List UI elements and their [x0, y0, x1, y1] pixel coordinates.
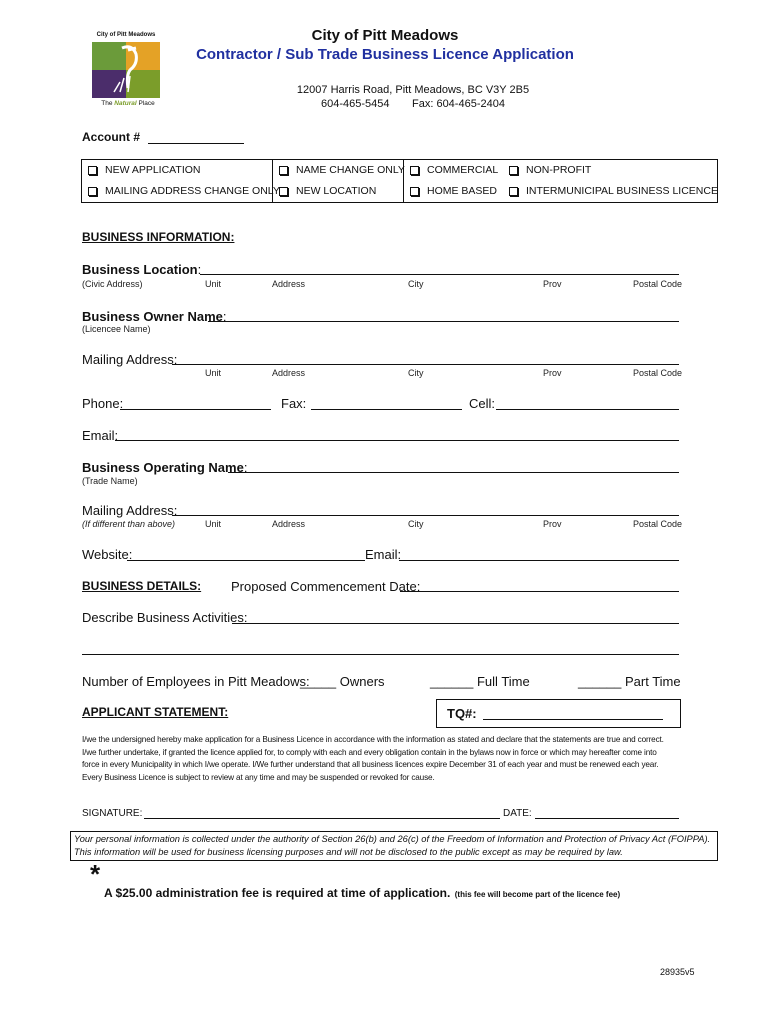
- col-prov: Prov: [543, 519, 562, 529]
- option-commercial[interactable]: COMMERCIAL: [410, 164, 498, 176]
- option-mailing-address-change-only[interactable]: MAILING ADDRESS CHANGE ONLY: [88, 185, 280, 197]
- mailing-address-label: Mailing Address:: [82, 352, 178, 367]
- email-2-label: Email:: [365, 547, 402, 562]
- fax-label: Fax:: [281, 396, 307, 411]
- civic-address-sub: (Civic Address): [82, 279, 143, 289]
- business-location-field[interactable]: [200, 274, 679, 275]
- business-activities-field[interactable]: [232, 623, 679, 624]
- business-information-heading: BUSINESS INFORMATION:: [82, 230, 235, 244]
- date-field[interactable]: [535, 818, 679, 819]
- option-new-location[interactable]: NEW LOCATION: [279, 185, 376, 197]
- col-unit: Unit: [205, 519, 222, 529]
- option-non-profit[interactable]: NON-PROFIT: [509, 164, 591, 176]
- checkbox-icon[interactable]: [279, 187, 288, 196]
- business-activities-label: Describe Business Activities:: [82, 610, 248, 625]
- cell-field[interactable]: [496, 409, 679, 410]
- email-field[interactable]: [115, 440, 679, 441]
- tq-field[interactable]: [483, 719, 663, 720]
- mailing-address-2-field[interactable]: [172, 515, 679, 516]
- business-activities-field-2[interactable]: [82, 654, 679, 655]
- page-subtitle: Contractor / Sub Trade Business Licence Application: [196, 46, 574, 63]
- option-intermunicipal-business-licence[interactable]: INTERMUNICIPAL BUSINESS LICENCE: [509, 185, 718, 197]
- page-title: City of Pitt Meadows: [311, 27, 459, 44]
- website-field[interactable]: [127, 560, 365, 561]
- col-unit: Unit: [205, 279, 222, 289]
- part-time-field[interactable]: ______ Part Time: [578, 674, 681, 689]
- checkbox-icon[interactable]: [410, 187, 419, 196]
- col-city: City: [408, 368, 424, 378]
- business-location-label: Business Location:: [82, 262, 202, 277]
- owners-field[interactable]: _____ Owners: [300, 674, 385, 689]
- commencement-date-field[interactable]: [400, 591, 679, 592]
- account-label: Account #: [82, 130, 141, 144]
- city-logo: [86, 32, 166, 114]
- option-new-application[interactable]: NEW APPLICATION: [88, 164, 201, 176]
- account-field[interactable]: [148, 143, 244, 144]
- date-label: DATE:: [503, 808, 532, 819]
- col-address: Address: [272, 368, 306, 378]
- business-owner-field[interactable]: [208, 321, 679, 322]
- website-label: Website:: [82, 547, 133, 562]
- signature-field[interactable]: [144, 818, 500, 819]
- business-owner-label: Business Owner Name:: [82, 309, 227, 324]
- col-city: City: [408, 519, 424, 529]
- col-address: Address: [272, 279, 306, 289]
- tq-box[interactable]: [436, 699, 681, 728]
- mailing-address-2-label: Mailing Address:: [82, 503, 178, 518]
- operating-name-field[interactable]: [228, 472, 679, 473]
- logo-tagline: The Natural Place: [101, 100, 155, 107]
- logo-caption: City of Pitt Meadows: [96, 32, 156, 38]
- checkbox-icon[interactable]: [509, 187, 518, 196]
- col-postal-code: Postal Code: [633, 368, 683, 378]
- trade-name-sub: (Trade Name): [82, 476, 138, 486]
- cell-label: Cell:: [469, 396, 496, 411]
- checkbox-icon[interactable]: [509, 166, 518, 175]
- checkbox-icon[interactable]: [88, 166, 97, 175]
- form-code: 28935v5: [660, 967, 695, 977]
- fax-field[interactable]: [311, 409, 462, 410]
- col-postal-code: Postal Code: [633, 279, 683, 289]
- applicant-statement-heading: APPLICANT STATEMENT:: [82, 705, 229, 719]
- email-label: Email:: [82, 428, 119, 443]
- commencement-date-label: Proposed Commencement Date:: [231, 579, 421, 594]
- col-postal-code: Postal Code: [633, 519, 683, 529]
- checkbox-icon[interactable]: [88, 187, 97, 196]
- email-2-field[interactable]: [399, 560, 679, 561]
- col-prov: Prov: [543, 279, 562, 289]
- fee-notice: A $25.00 administration fee is required at time of application. (this fee will become part of the licence fee): [104, 886, 621, 900]
- employees-label: Number of Employees in Pitt Meadows:: [82, 674, 310, 689]
- business-details-heading: BUSINESS DETAILS:: [82, 579, 202, 593]
- signature-label: SIGNATURE:: [82, 808, 143, 819]
- option-name-change-only[interactable]: NAME CHANGE ONLY: [279, 164, 405, 176]
- col-unit: Unit: [205, 368, 222, 378]
- asterisk: *: [90, 859, 101, 889]
- checkbox-icon[interactable]: [410, 166, 419, 175]
- full-time-field[interactable]: ______ Full Time: [430, 674, 530, 689]
- mailing-address-field[interactable]: [172, 364, 679, 365]
- tq-label: TQ#:: [447, 706, 477, 721]
- licencee-name-sub: (Licencee Name): [82, 324, 151, 334]
- option-home-based[interactable]: HOME BASED: [410, 185, 497, 197]
- if-different-sub: (If different than above): [82, 519, 176, 529]
- operating-name-label: Business Operating Name:: [82, 460, 248, 475]
- privacy-notice: Your personal information is collected under the authority of Section 26(b) and 26(c) of the Freedom of Information and Protection of Privacy Act (FOIPPA). This information will be used for business licensing purposes and will not be disclosed to the public except as may be required by law.: [70, 831, 718, 861]
- checkbox-icon[interactable]: [279, 166, 288, 175]
- city-address: 12007 Harris Road, Pitt Meadows, BC V3Y 2B5: [296, 84, 530, 96]
- col-prov: Prov: [543, 368, 562, 378]
- applicant-statement-text: I/we the undersigned hereby make application for a Business Licence in accordance with the information as stated and declare that the statements are true and correct. I/we further undertake, if granted the licence applied for, to comply with each and every obligation contain in the bylaws now in force or which may hereafter come into force in every Municipality in which I/we operate. I/We further understand that all business licences expire December 31 of each year and must be renewed each year. Every Business Licence is subject to review at any time and may be suspended or revoked for cause.: [82, 735, 664, 782]
- city-fax: Fax: 604-465-2404: [412, 98, 505, 110]
- phone-label: Phone:: [82, 396, 124, 411]
- col-city: City: [408, 279, 424, 289]
- city-phone: 604-465-5454: [321, 98, 390, 110]
- phone-field[interactable]: [120, 409, 271, 410]
- col-address: Address: [272, 519, 306, 529]
